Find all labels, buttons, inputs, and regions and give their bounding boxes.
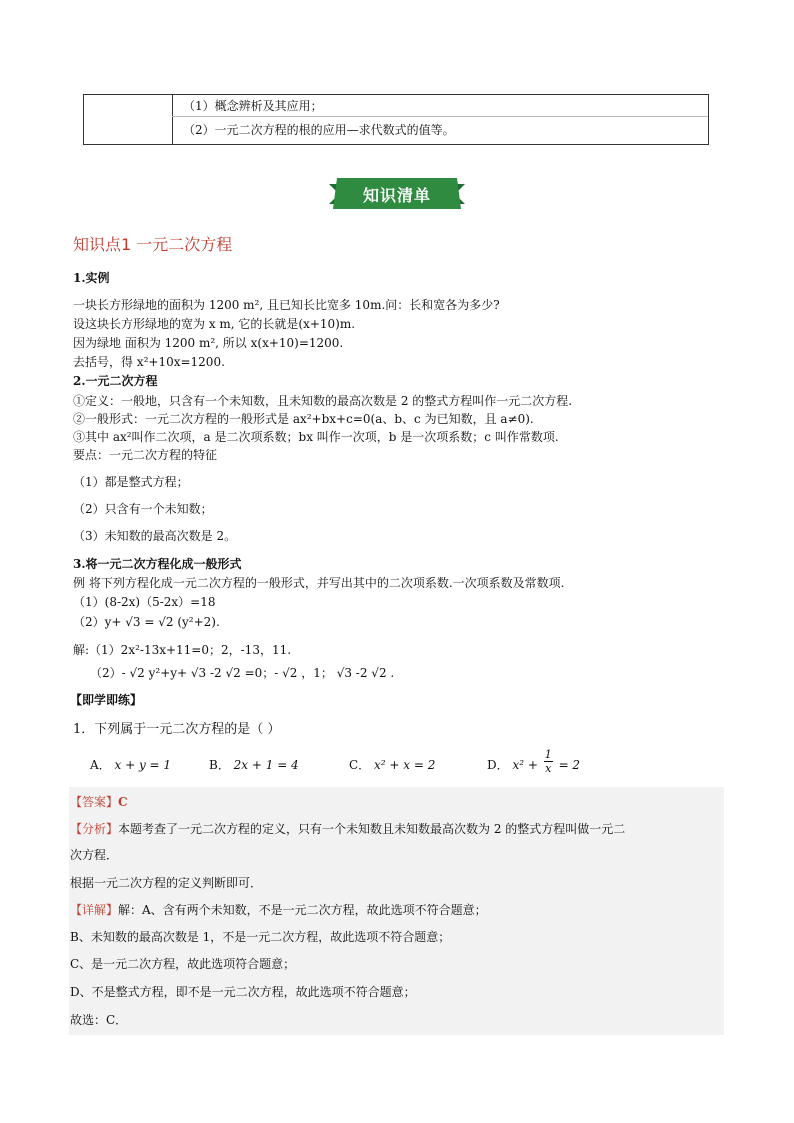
detail-tag: 【详解】 [70,903,119,917]
definition-line-1: ①定义：一般地，只含有一个未知数，且未知数的最高次数是 2 的整式方程叫作一元二次方程. [73,394,573,408]
topic-table [83,94,709,145]
solution-line-2: （2）- √2 y²+y+ √3 -2 √2 =0；- √2 ，1； √3 -2 √2 . [90,666,395,680]
detail-line-3: C、是一元二次方程，故此选项符合题意； [70,957,296,971]
example-prompt: 例 将下列方程化成一元二次方程的一般形式，并写出其中的二次项系数.一次项系数及常数项. [73,576,565,590]
example-line-4: 去括号，得 x²+10x=1200. [73,355,225,369]
solution-line-1: 解:（1）2x²-13x+11=0；2，-13，11. [73,643,292,657]
option-d-label: D． [487,758,509,772]
example-line-1: 一块长方形绿地的面积为 1200 m², 且已知长比宽多 10m.问：长和宽各为多少? [73,298,500,312]
example-equation-1: （1）(8-2x)（5-2x）=18 [73,595,216,609]
option-c[interactable] [349,756,435,773]
heading-example: 1.实例 [73,271,110,285]
analysis-text-1: 本题考查了一元二次方程的定义，只有一个未知数且未知数最高次数为 2 的整式方程叫做一元二 [118,822,626,836]
option-d-denominator: x [545,762,552,775]
key-points-heading: 要点：一元二次方程的特征 [73,448,218,462]
table-row-1: （1）概念辨析及其应用； [183,99,323,113]
option-d-formula-prefix: x² + [512,758,538,772]
option-a[interactable] [90,756,171,773]
definition-line-3: ③其中 ax²叫作二次项，a 是二次项系数；bx 叫作一次项，b 是一次项系数；c 叫作常数项. [73,430,559,444]
table-row-divider [172,116,708,117]
option-a-formula: x + y = 1 [114,758,172,772]
option-d-formula-suffix: = 2 [558,758,581,772]
key-point-1: （1）都是整式方程； [73,475,189,489]
answer-line [70,793,128,810]
definition-line-2: ②一般形式：一元二次方程的一般形式是 ax²+bx+c=0(a、b、c 为已知数，且 a≠0). [73,412,534,426]
option-c-label: C． [349,758,371,772]
section-banner [329,176,465,212]
option-d[interactable] [487,748,580,780]
option-d-numerator: 1 [544,748,552,761]
analysis-line-2: 次方程． [70,848,119,862]
detail-line-5: 故选：C． [70,1013,128,1027]
heading-definition: 2.一元二次方程 [73,374,158,388]
analysis-line-1 [70,820,625,837]
section-title: 知识点1 一元二次方程 [73,235,233,254]
option-b-label: B． [209,758,230,772]
practice-heading: 【即学即练】 [70,693,143,707]
option-b-formula: 2x + 1 = 4 [233,758,299,772]
detail-line-4: D、不是整式方程，即不是一元二次方程，故此选项不符合题意； [70,985,416,999]
option-b[interactable] [209,756,299,773]
option-d-fraction [544,748,553,775]
key-point-3: （3）未知数的最高次数是 2。 [73,529,237,543]
detail-line-1 [70,901,487,918]
option-c-formula: x² + x = 2 [374,758,436,772]
analysis-line-3: 根据一元二次方程的定义判断即可． [70,876,263,890]
option-a-label: A． [90,758,111,772]
detail-line-2: B、未知数的最高次数是 1，不是一元二次方程，故此选项不符合题意； [70,930,451,944]
banner-label: 知识清单 [362,186,431,205]
detail-text-1: 解：A、含有两个未知数，不是一元二次方程，故此选项不符合题意； [118,903,487,917]
question-1: 1．下列属于一元二次方程的是（ ） [73,722,281,737]
example-line-2: 设这块长方形绿地的宽为 x m, 它的长就是(x+10)m. [73,317,356,331]
key-point-2: （2）只含有一个未知数； [73,502,213,516]
answer-value: C [118,795,128,809]
example-line-3: 因为绿地 面积为 1200 m², 所以 x(x+10)=1200. [73,336,344,350]
table-row-2: （2）一元二次方程的根的应用—求代数式的值等。 [183,123,455,137]
heading-general-form: 3.将一元二次方程化成一般形式 [73,557,242,571]
answer-tag: 【答案】 [70,795,119,809]
analysis-tag: 【分析】 [70,822,119,836]
table-column-divider [172,95,173,144]
example-equation-2: （2）y+ √3 = √2 (y²+2). [73,615,220,629]
